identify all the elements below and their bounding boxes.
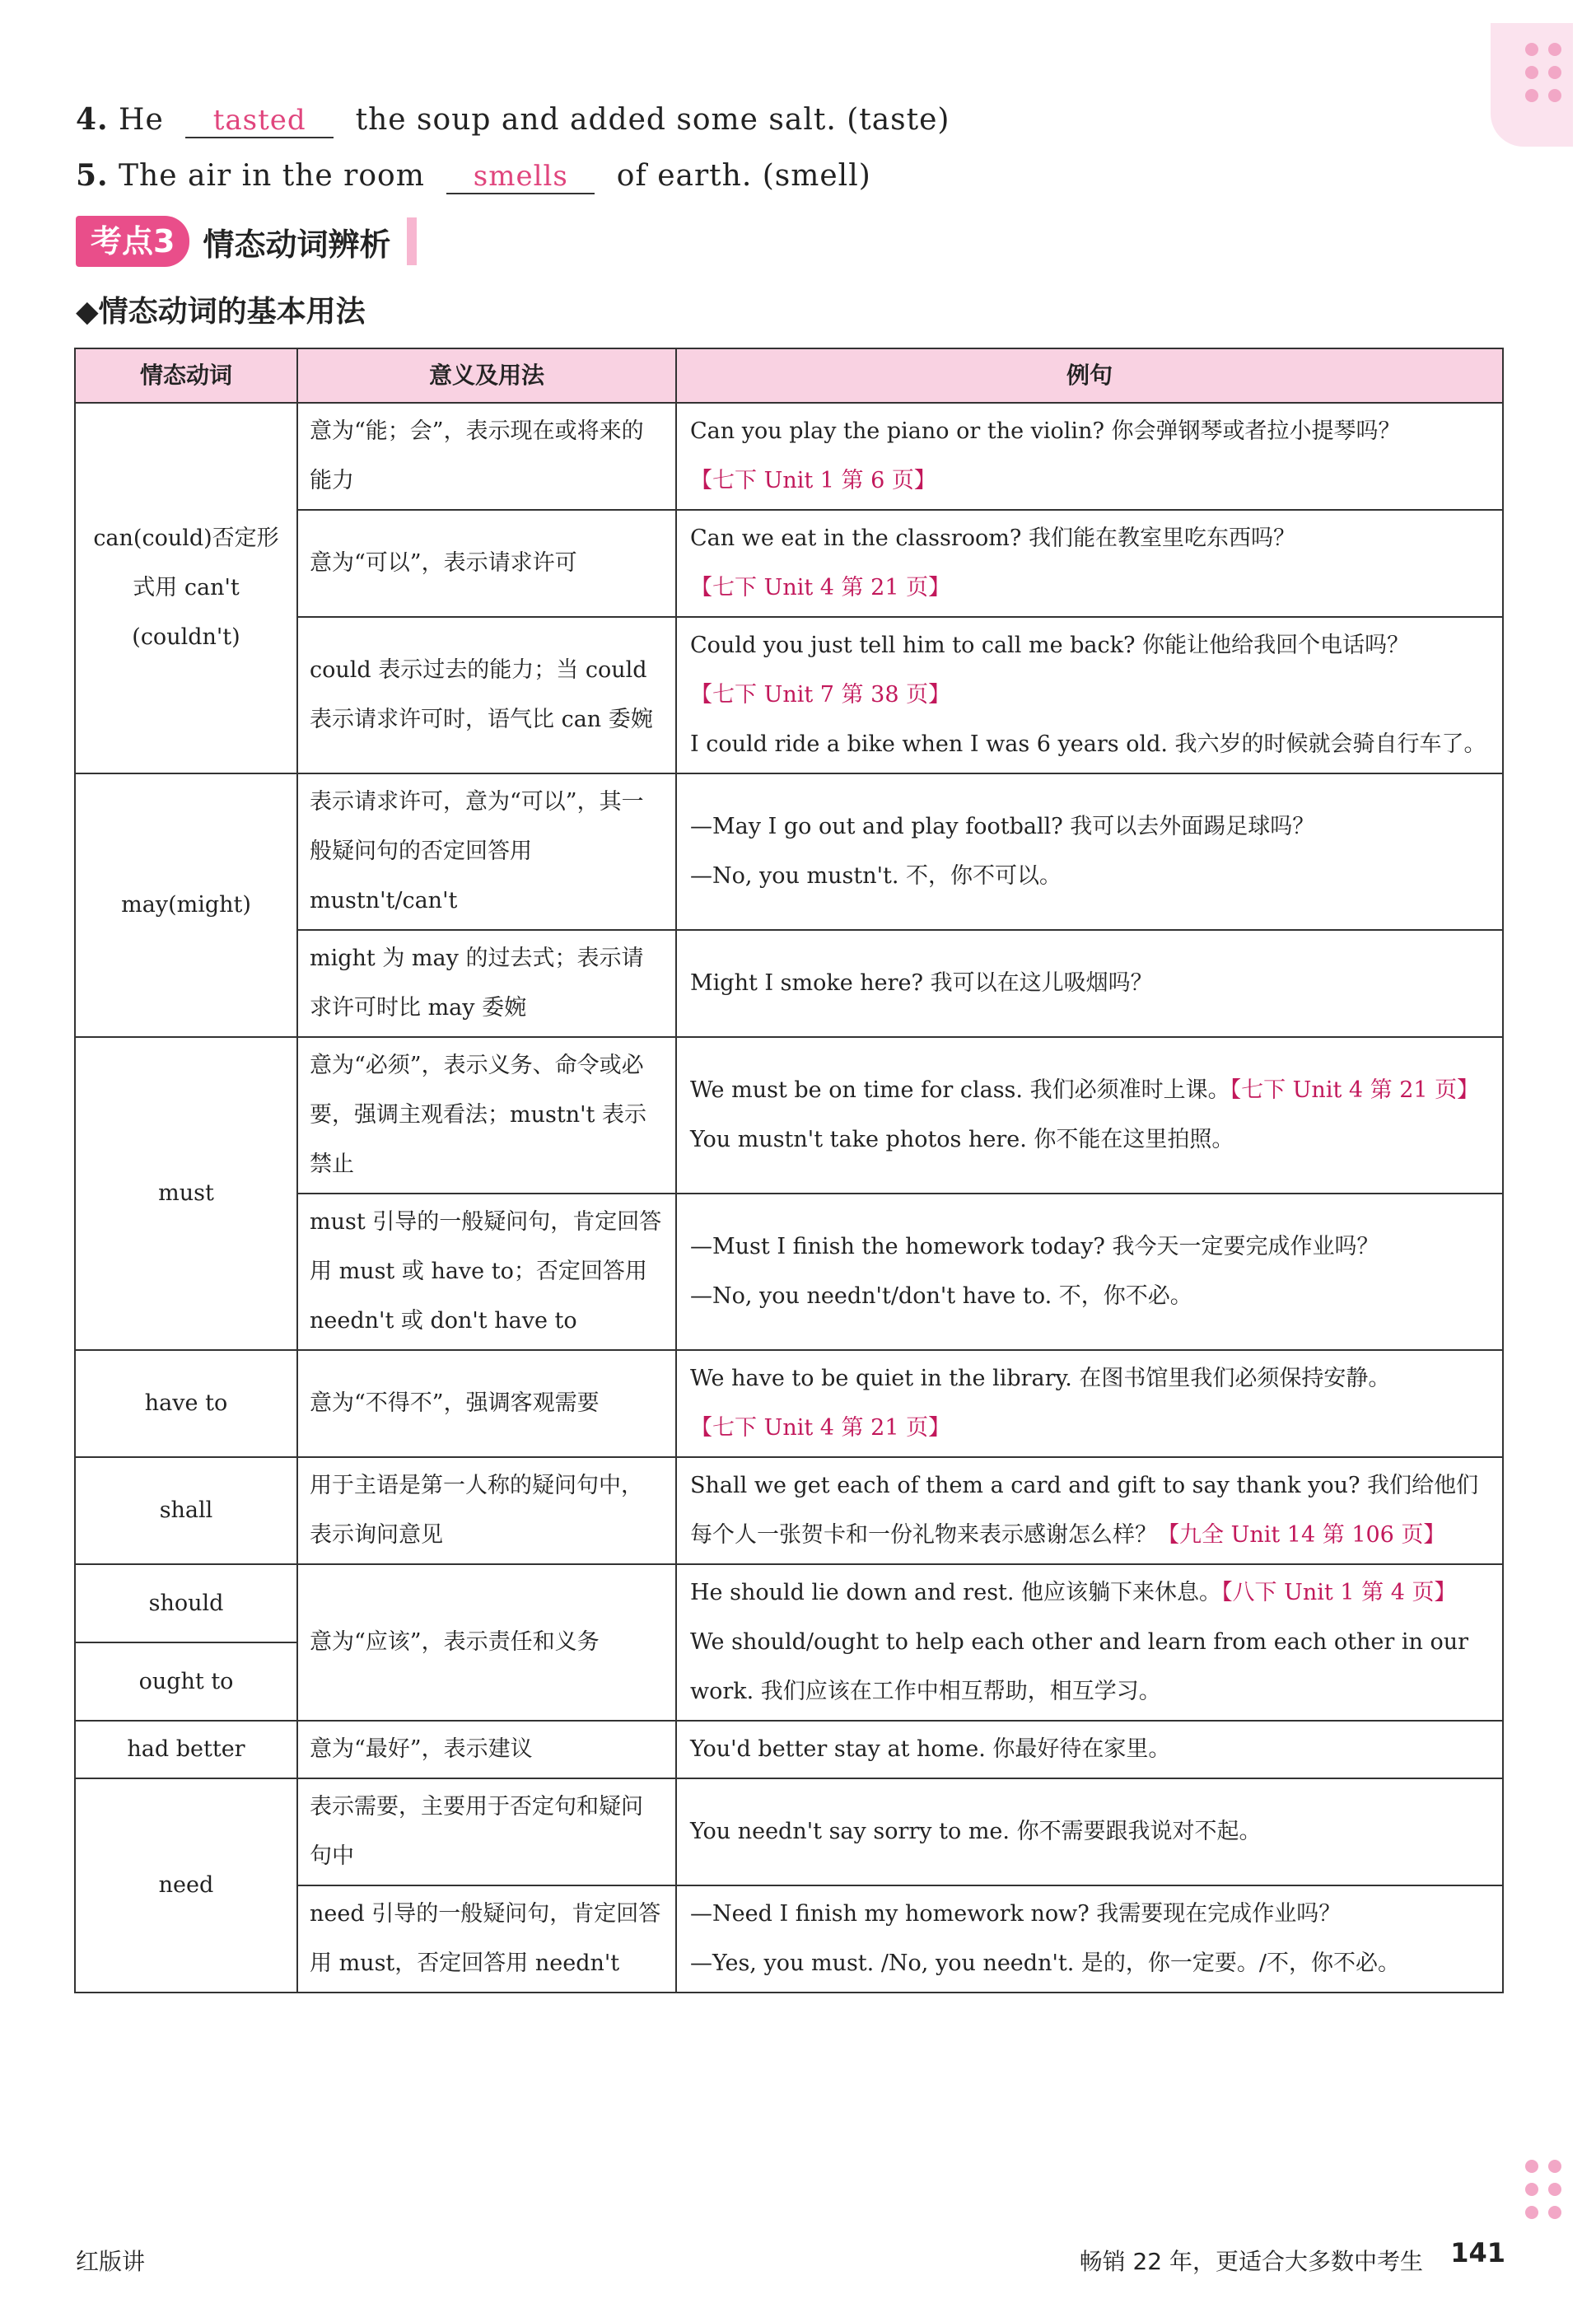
verb-cell: may(might) — [75, 773, 297, 1037]
subheading: ◆情态动词的基本用法 — [76, 295, 366, 329]
verb-cell: had better — [75, 1721, 297, 1778]
example-cell: Can we eat in the classroom? 我们能在教室里吃东西吗？ 【七下 Unit 4 第 21 页】 — [676, 510, 1503, 617]
verb-cell: can(could)否定形式用 can't (couldn't) — [75, 403, 297, 773]
table-row — [75, 1564, 1503, 1642]
verb-cell: shall — [75, 1457, 297, 1564]
example-cell: We have to be quiet in the library. 在图书馆里我们必须保持安静。 【七下 Unit 4 第 21 页】 — [676, 1350, 1503, 1457]
answer-blank: smells — [446, 160, 595, 194]
example-cell: You'd better stay at home. 你最好待在家里。 — [676, 1721, 1503, 1778]
example-cell: Might I smoke here? 我可以在这儿吸烟吗？ — [676, 930, 1503, 1037]
usage-cell: need 引导的一般疑问句，肯定回答用 must，否定回答用 needn't — [297, 1885, 676, 1993]
example-cell: Can you play the piano or the violin? 你会弹钢琴或者拉小提琴吗？ 【七下 Unit 1 第 6 页】 — [676, 403, 1503, 510]
col-header-verb: 情态动词 — [75, 348, 297, 403]
table-row — [75, 773, 1503, 930]
usage-cell: 表示需要，主要用于否定句和疑问句中 — [297, 1778, 676, 1885]
usage-cell: must 引导的一般疑问句，肯定回答用 must 或 have to；否定回答用 needn't 或 don't have to — [297, 1194, 676, 1350]
footer-slogan: 畅销 22 年，更适合大多数中考生 — [1079, 2248, 1423, 2275]
example-cell: —Must I finish the homework today? 我今天一定要完成作业吗？ —No, you needn't/don't have to. 不，你不必。 — [676, 1194, 1503, 1350]
example-cell: —Need I finish my homework now? 我需要现在完成作业吗？ —Yes, you must. /No, you needn't. 是的，你一定要。/不，你不必。 — [676, 1885, 1503, 1993]
col-header-example: 例句 — [676, 348, 1503, 403]
usage-cell: might 为 may 的过去式；表示请求许可时比 may 委婉 — [297, 930, 676, 1037]
usage-cell: 表示请求许可，意为“可以”，其一般疑问句的否定回答用 mustn't/can't — [297, 773, 676, 930]
footer-brand: 红版讲 — [76, 2248, 146, 2275]
verb-cell: have to — [75, 1350, 297, 1457]
decorative-dots-icon — [1525, 2160, 1561, 2219]
usage-cell: 意为“能；会”，表示现在或将来的能力 — [297, 403, 676, 510]
section-end-bar — [407, 217, 417, 265]
table-row — [75, 1350, 1503, 1457]
usage-cell: 意为“必须”，表示义务、命令或必要，强调主观看法；mustn't 表示禁止 — [297, 1037, 676, 1194]
col-header-usage: 意义及用法 — [297, 348, 676, 403]
modal-verbs-table — [74, 348, 1504, 1993]
table-row — [75, 403, 1503, 510]
exercise-4: 4. He tasted the soup and added some salt. (taste) — [76, 102, 950, 137]
example-cell: Could you just tell him to call me back? 你能让他给我回个电话吗？ 【七下 Unit 7 第 38 页】 I could ride a bike when I was 6 years old. 我六岁的时候就会骑自行车了。 — [676, 617, 1503, 773]
table-row — [75, 1721, 1503, 1778]
usage-cell: could 表示过去的能力；当 could 表示请求许可时，语气比 can 委婉 — [297, 617, 676, 773]
section-tag: 考点3 — [76, 216, 189, 267]
usage-cell: 意为“可以”，表示请求许可 — [297, 510, 676, 617]
usage-cell: 用于主语是第一人称的疑问句中，表示询问意见 — [297, 1457, 676, 1564]
usage-cell: 意为“应该”，表示责任和义务 — [297, 1564, 676, 1721]
table-header-row — [75, 348, 1503, 403]
example-cell: He should lie down and rest. 他应该躺下来休息。【八下 Unit 1 第 4 页】 We should/ought to help each other and learn from each other in our work. 我们应该在工作中相互帮助，相互学习。 — [676, 1564, 1503, 1721]
section-heading — [76, 216, 417, 267]
example-cell: You needn't say sorry to me. 你不需要跟我说对不起。 — [676, 1778, 1503, 1885]
example-cell: We must be on time for class. 我们必须准时上课。【七下 Unit 4 第 21 页】 You mustn't take photos here. 你不能在这里拍照。 — [676, 1037, 1503, 1194]
section-title: 情态动词辨析 — [203, 226, 391, 263]
example-cell: Shall we get each of them a card and gift to say thank you? 我们给他们每个人一张贺卡和一份礼物来表示感谢怎么样？【九全 Unit 14 第 106 页】 — [676, 1457, 1503, 1564]
example-cell: —May I go out and play football? 我可以去外面踢足球吗？ —No, you mustn't. 不，你不可以。 — [676, 773, 1503, 930]
usage-cell: 意为“不得不”，强调客观需要 — [297, 1350, 676, 1457]
verb-cell: should — [75, 1564, 297, 1642]
table-row — [75, 1457, 1503, 1564]
table-row — [75, 1037, 1503, 1194]
exercise-5: 5. The air in the room smells of earth. (smell) — [76, 158, 871, 193]
verb-cell: ought to — [75, 1642, 297, 1721]
decorative-dots-icon — [1525, 43, 1561, 102]
page-number: 141 — [1450, 2237, 1505, 2268]
usage-cell: 意为“最好”，表示建议 — [297, 1721, 676, 1778]
answer-blank: tasted — [185, 104, 334, 138]
verb-cell: need — [75, 1778, 297, 1993]
verb-cell: must — [75, 1037, 297, 1350]
table-row — [75, 1778, 1503, 1885]
